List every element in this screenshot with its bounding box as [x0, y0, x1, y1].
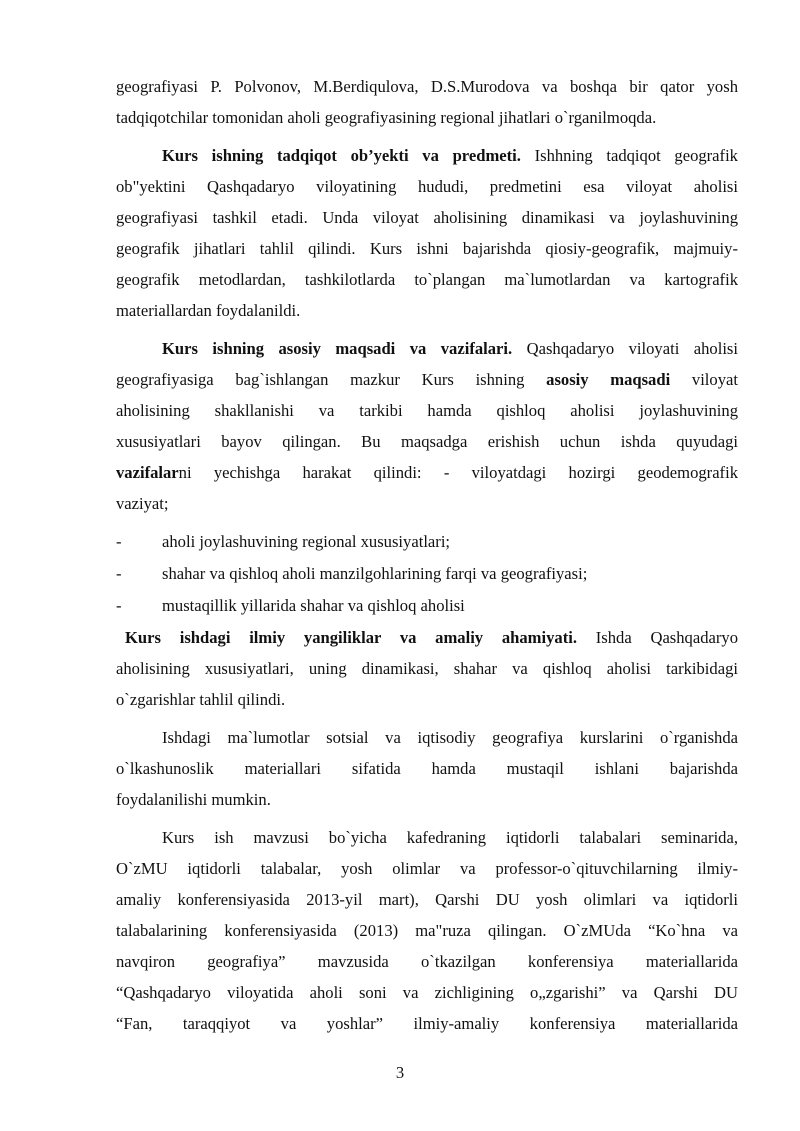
paragraph-heading-line	[162, 338, 738, 360]
section-heading-object: Kurs ishning tadqiqot ob’yekti va predmeti.	[162, 146, 521, 165]
text-span: foydalanilishi mumkin.	[116, 790, 271, 809]
text-line	[116, 493, 738, 515]
paragraph-heading-line	[162, 145, 738, 167]
section-heading-novelty: Kurs ishdagi ilmiy yangiliklar va amaliy ahamiyati.	[125, 628, 577, 647]
text-line	[116, 758, 738, 780]
paragraph-heading-line	[125, 627, 738, 649]
text-span: geografik jihatlari tahlil qilindi. Kurs ishni bajarishda qiosiy-geografik, majmuiy-	[116, 239, 738, 258]
text-span: O`zMU iqtidorli talabalar, yosh olimlar va professor-o`qituvchilarning ilmiy-	[116, 859, 738, 878]
text-span: geografik metodlardan, tashkilotlarda to`plangan ma`lumotlardan va kartografik	[116, 270, 738, 289]
text-line	[116, 982, 738, 1004]
text-line	[116, 462, 738, 484]
text-span: tadqiqotchilar tomonidan aholi geografiyasining regional jihatlari o`rganilmoqda.	[116, 108, 657, 127]
bold-term: asosiy maqsadi	[546, 370, 671, 389]
text-line	[116, 789, 738, 811]
text-span: “Qashqadaryo viloyatida aholi soni va zichligining o„zgarishi” va Qarshi DU	[116, 983, 738, 1002]
text-line	[116, 369, 738, 391]
list-item: shahar va qishloq aholi manzilgohlarining farqi va geografiyasi;	[162, 564, 588, 583]
text-span: Ishdagi ma`lumotlar sotsial va iqtisodiy geografiya kurslarini o`rganishda	[162, 728, 738, 747]
text-span: Kurs ish mavzusi bo`yicha kafedraning iqtidorli talabalari seminarida,	[162, 828, 738, 847]
text-span: materiallardan foydalanildi.	[116, 301, 301, 320]
text-line	[162, 727, 738, 749]
text-line	[116, 431, 738, 453]
page-number: 3	[395, 1063, 405, 1082]
text-span: ob"yektini Qashqadaryo viloyatining hududi, predmetini esa viloyat aholisi	[116, 177, 738, 196]
text-span: geografiyasi P. Polvonov, M.Berdiqulova, D.S.Murodova va boshqa bir qator yosh	[116, 77, 738, 96]
text-span: viloyat	[670, 370, 738, 389]
text-line	[116, 920, 738, 942]
text-line	[116, 300, 738, 322]
text-span: amaliy konferensiyasida 2013-yil mart), Qarshi DU yosh olimlari va iqtidorli	[116, 890, 738, 909]
list-item: aholi joylashuvining regional xususiyatlari;	[162, 532, 451, 551]
text-line	[116, 400, 738, 422]
list-bullet: -	[116, 596, 122, 615]
text-line	[116, 951, 738, 973]
text-span: o`lkashunoslik materiallari sifatida hamda mustaqil ishlani bajarishda	[116, 759, 738, 778]
list-item: mustaqillik yillarida shahar va qishloq aholisi	[162, 596, 465, 615]
text-line	[116, 658, 738, 680]
text-line	[116, 269, 738, 291]
text-span: vaziyat;	[116, 494, 169, 513]
text-span: geografiyasi tashkil etadi. Unda viloyat aholisining dinamikasi va joylashuvining	[116, 208, 738, 227]
text-line	[116, 176, 738, 198]
list-bullet: -	[116, 532, 122, 551]
text-line	[116, 238, 738, 260]
text-span: talabalarining konferensiyasida (2013) ma"ruza qilingan. O`zMUda “Ko`hna va	[116, 921, 738, 940]
bold-term: vazifalar	[116, 463, 179, 482]
text-line	[162, 827, 738, 849]
text-span: xususiyatlari bayov qilingan. Bu maqsadga erishish uchun ishda quyudagi	[116, 432, 738, 451]
text-span: geografiyasiga bag`ishlangan mazkur Kurs ishning	[116, 370, 547, 389]
text-span: ni yechishga harakat qilindi: - viloyatdagi hozirgi geodemografik	[178, 463, 738, 482]
text-span: Ishhning tadqiqot geografik	[520, 146, 738, 165]
text-line	[116, 858, 738, 880]
text-span: aholisining shakllanishi va tarkibi hamda qishloq aholisi joylashuvining	[116, 401, 738, 420]
text-line	[116, 689, 738, 711]
text-span: aholisining xususiyatlari, uning dinamikasi, shahar va qishloq aholisi tarkibidagi	[116, 659, 738, 678]
text-line	[116, 76, 738, 98]
text-span: Ishda Qashqadaryo	[577, 628, 739, 647]
list-bullet: -	[116, 564, 122, 583]
text-span: “Fan, taraqqiyot va yoshlar” ilmiy-amaliy konferensiya materiallarida	[116, 1014, 738, 1033]
text-line	[116, 1013, 738, 1035]
text-span: o`zgarishlar tahlil qilindi.	[116, 690, 286, 709]
text-line	[116, 889, 738, 911]
text-span: Qashqadaryo viloyati aholisi	[512, 339, 738, 358]
text-line	[116, 207, 738, 229]
text-span: navqiron geografiya” mavzusida o`tkazilgan konferensiya materiallarida	[116, 952, 738, 971]
text-line	[116, 107, 738, 129]
section-heading-goal: Kurs ishning asosiy maqsadi va vazifalari.	[162, 339, 513, 358]
